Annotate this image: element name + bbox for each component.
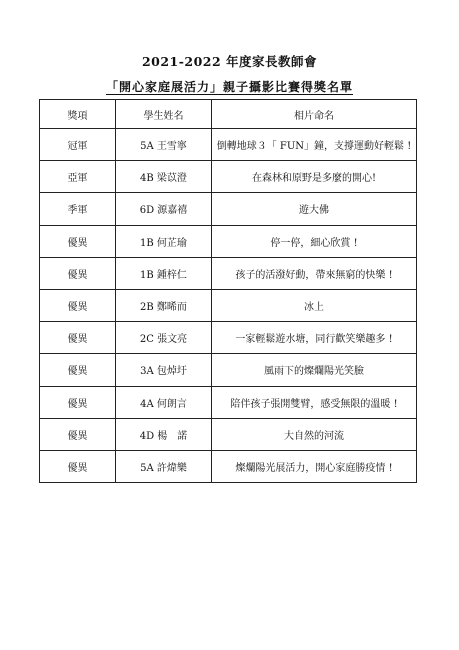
student-cell: 1B 何芷瑜 <box>116 225 212 257</box>
award-cell: 優異 <box>40 289 116 321</box>
photo-title-cell: 停一停，細心欣賞 ! <box>212 225 417 257</box>
award-cell: 優異 <box>40 225 116 257</box>
photo-title-cell: 在森林和原野是多麼的開心! <box>212 161 417 193</box>
award-cell: 優異 <box>40 386 116 418</box>
subtitle-text: 「開心家庭展活力」親子攝影比賽得獎名單 <box>105 80 353 94</box>
header-photo-title: 相片命名 <box>212 100 417 129</box>
photo-title-cell: 大自然的河流 <box>212 418 417 450</box>
student-cell: 4B 梁苡澄 <box>116 161 212 193</box>
student-cell: 5A 王雪寧 <box>116 129 212 161</box>
table-row <box>40 354 417 386</box>
table-row <box>40 129 417 161</box>
table-header-row <box>40 100 417 129</box>
table-row <box>40 193 417 225</box>
student-cell: 4A 何朗言 <box>116 386 212 418</box>
awards-table <box>39 99 417 483</box>
award-cell: 優異 <box>40 322 116 354</box>
student-cell: 4D 楊 諾 <box>116 418 212 450</box>
table-row <box>40 322 417 354</box>
award-cell: 優異 <box>40 418 116 450</box>
student-cell: 2C 張文亮 <box>116 322 212 354</box>
photo-title-cell: 冰上 <box>212 289 417 321</box>
photo-title-cell: 風雨下的燦爛陽光笑臉 <box>212 354 417 386</box>
photo-title-cell: 孩子的活潑好動，帶來無窮的快樂 ! <box>212 257 417 289</box>
award-cell: 季軍 <box>40 193 116 225</box>
award-cell: 冠軍 <box>40 129 116 161</box>
table-row <box>40 289 417 321</box>
table-row <box>40 450 417 482</box>
photo-title-cell: 倒轉地球３「 FUN」鐘，支撐運動好輕鬆 ! <box>212 129 417 161</box>
award-cell: 優異 <box>40 257 116 289</box>
photo-title-cell: 陪伴孩子張開雙臂，感受無限的溫暖 ! <box>212 386 417 418</box>
award-cell: 優異 <box>40 450 116 482</box>
table-row <box>40 386 417 418</box>
student-cell: 3A 包焯圩 <box>116 354 212 386</box>
award-cell: 亞軍 <box>40 161 116 193</box>
photo-title-cell: 一家輕鬆遊水塘，同行歡笑樂趣多 ! <box>212 322 417 354</box>
student-cell: 2B 鄭晞而 <box>116 289 212 321</box>
header-student-name: 學生姓名 <box>116 100 212 129</box>
table-row <box>40 418 417 450</box>
photo-title-cell: 燦爛陽光展活力，開心家庭勝疫情 ! <box>212 450 417 482</box>
student-cell: 1B 鍾梓仁 <box>116 257 212 289</box>
photo-title-cell: 遊大佛 <box>212 193 417 225</box>
table-row <box>40 257 417 289</box>
document-title: 2021-2022 年度家長教師會 <box>141 54 318 69</box>
header-award: 獎項 <box>40 100 116 129</box>
table-row <box>40 225 417 257</box>
document-subtitle <box>0 78 459 95</box>
award-cell: 優異 <box>40 354 116 386</box>
table-row <box>40 161 417 193</box>
student-cell: 5A 許煒樂 <box>116 450 212 482</box>
student-cell: 6D 源嘉禧 <box>116 193 212 225</box>
